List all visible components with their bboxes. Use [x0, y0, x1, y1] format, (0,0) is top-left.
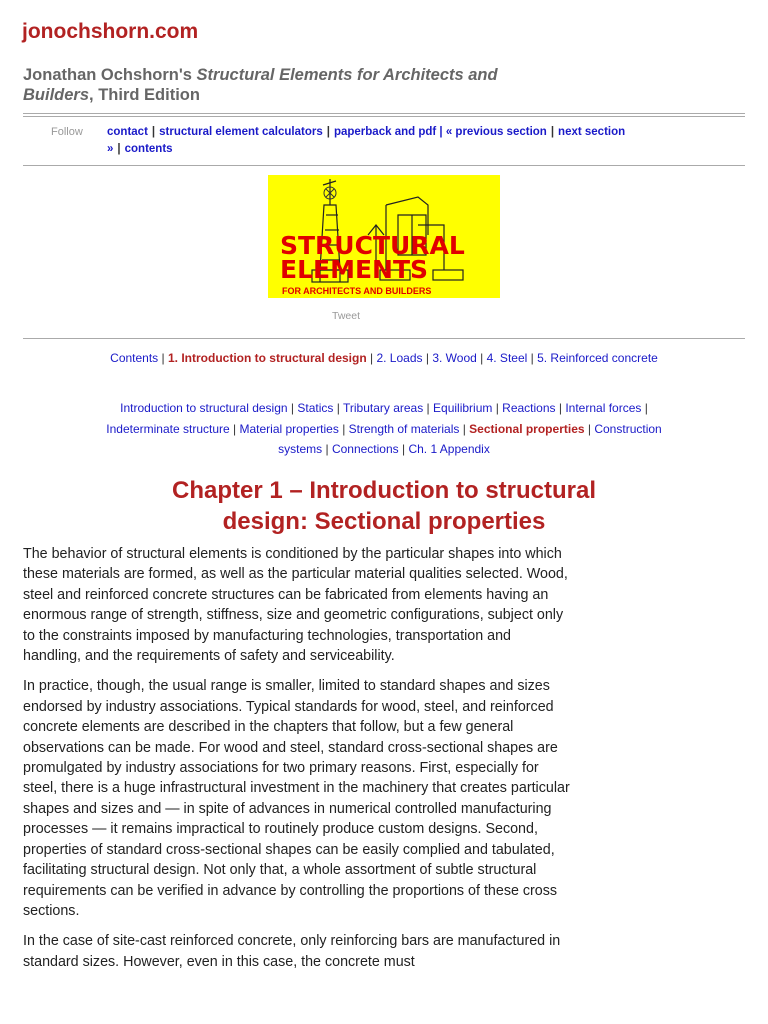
tweet-button[interactable]: Tweet [332, 310, 361, 322]
chapter-link-3[interactable]: 3. Wood [432, 351, 477, 365]
chapter-link-4[interactable]: 4. Steel [486, 351, 528, 365]
book-author: Jonathan Ochshorn's [23, 66, 197, 84]
paragraph: The behavior of structural elements is conditioned by the particular shapes into which these materials are formed, as well as the particular material qualities selected. Wood, steel and reinforced concrete structures can be fabricated from elements having an enormous range of strength, stiffness, size and geometric configurations, subject only to the constraints imposed by manufacturing technologies, transportation and handling, and the requirements of safety and serviceability. [23, 546, 568, 665]
section-link-sectional-properties[interactable]: Sectional properties [469, 421, 585, 436]
chapter-link-5[interactable]: 5. Reinforced concrete [537, 351, 658, 365]
paragraph: In practice, though, the usual range is smaller, limited to standard shapes and sizes endorsed by industry associations. Typical standards for wood, steel, and reinforced concrete elements are described in the chapters that follow, but a few general observations can be made. For wood and steel, standard cross-sectional shapes are promulgated by industry associations for two primary reasons. First, especially for steel, there is a huge infrastructural investment in the machinery that creates particular shapes and sizes and — in spite of advances in numerical controlled manufacturing processes — it remains impractical to routinely produce custom designs. Second, properties of standard cross-sectional shapes can be easily complied and tabulated, facilitating structural design. Not only that, a whole assortment of subtle structural requirements can be verified in advance by controlling the proportions of these cross sections. [23, 678, 570, 919]
nav-separator: | [550, 126, 555, 138]
section-link-strength-of-materials[interactable]: Strength of materials [348, 421, 460, 436]
book-edition: , Third Edition [89, 86, 200, 104]
content-divider [23, 338, 745, 339]
book-cover-logo[interactable] [268, 175, 500, 298]
nav-separator: | [326, 126, 330, 138]
section-link-introduction[interactable]: Introduction to structural design [120, 401, 288, 415]
section-link-indeterminate-structure[interactable]: Indeterminate structure [106, 421, 230, 436]
book-title-italic: Structural Elements for Architects and Builders [23, 66, 498, 104]
paragraph: In the case of site-cast reinforced concrete, only reinforcing bars are manufactured in standard sizes. However, even in this case, the concrete must [23, 933, 561, 970]
top-navigation: contact | structural element calculators | paperback and pdf | « previous section | next section » | contents [107, 126, 626, 155]
calculators-link[interactable]: structural element calculators [159, 126, 323, 138]
next-section-link[interactable]: next section » [107, 126, 626, 155]
section-link-equilibrium[interactable]: Equilibrium [433, 401, 493, 415]
section-navigation: Introduction to structural design | Statics | Tributary areas | Equilibrium | Reactions | Internal forces | Indeterminate structure | Material properties | Strength of materials | Sectional properties | Construction systems | Connections | Ch. 1 Appendix [106, 401, 662, 456]
logo-subtitle: FOR ARCHITECTS AND BUILDERS [282, 286, 432, 296]
article-body [23, 544, 571, 982]
previous-section-link[interactable]: « previous section [445, 126, 547, 138]
chapter-link-contents[interactable]: Contents [110, 351, 159, 365]
header-divider [23, 113, 745, 117]
section-link-construction-systems[interactable]: Construction systems [278, 421, 662, 456]
chapter-title: Chapter 1 – Introduction to structural design: Sectional properties [171, 477, 597, 535]
section-link-appendix[interactable]: Ch. 1 Appendix [408, 442, 490, 456]
paperback-link[interactable]: paperback and pdf [333, 126, 437, 138]
section-link-internal-forces[interactable]: Internal forces [565, 401, 642, 415]
nav-separator: | [117, 143, 121, 155]
nav-separator: | [151, 126, 156, 138]
chapter-navigation: Contents | 1. Introduction to structural design | 2. Loads | 3. Wood | 4. Steel | 5. Reinforced concrete [110, 351, 658, 365]
section-link-material-properties[interactable]: Material properties [239, 421, 339, 436]
section-link-connections[interactable]: Connections [331, 442, 399, 456]
site-title-link[interactable]: jonochshorn.com [22, 20, 199, 43]
contents-link[interactable]: contents [124, 143, 173, 155]
logo-line-2: ELEMENTS [280, 255, 429, 284]
section-link-statics[interactable]: Statics [297, 401, 334, 415]
section-link-tributary-areas[interactable]: Tributary areas [342, 401, 424, 415]
follow-button[interactable]: Follow [51, 126, 83, 138]
logo-line-1: STRUCTURAL [280, 231, 465, 260]
contact-link[interactable]: contact [107, 126, 148, 138]
book-title [23, 65, 543, 105]
section-link-reactions[interactable]: Reactions [502, 401, 556, 415]
nav-divider [23, 165, 745, 166]
chapter-link-2[interactable]: 2. Loads [376, 351, 423, 365]
chapter-link-1[interactable]: 1. Introduction to structural design [167, 351, 367, 365]
